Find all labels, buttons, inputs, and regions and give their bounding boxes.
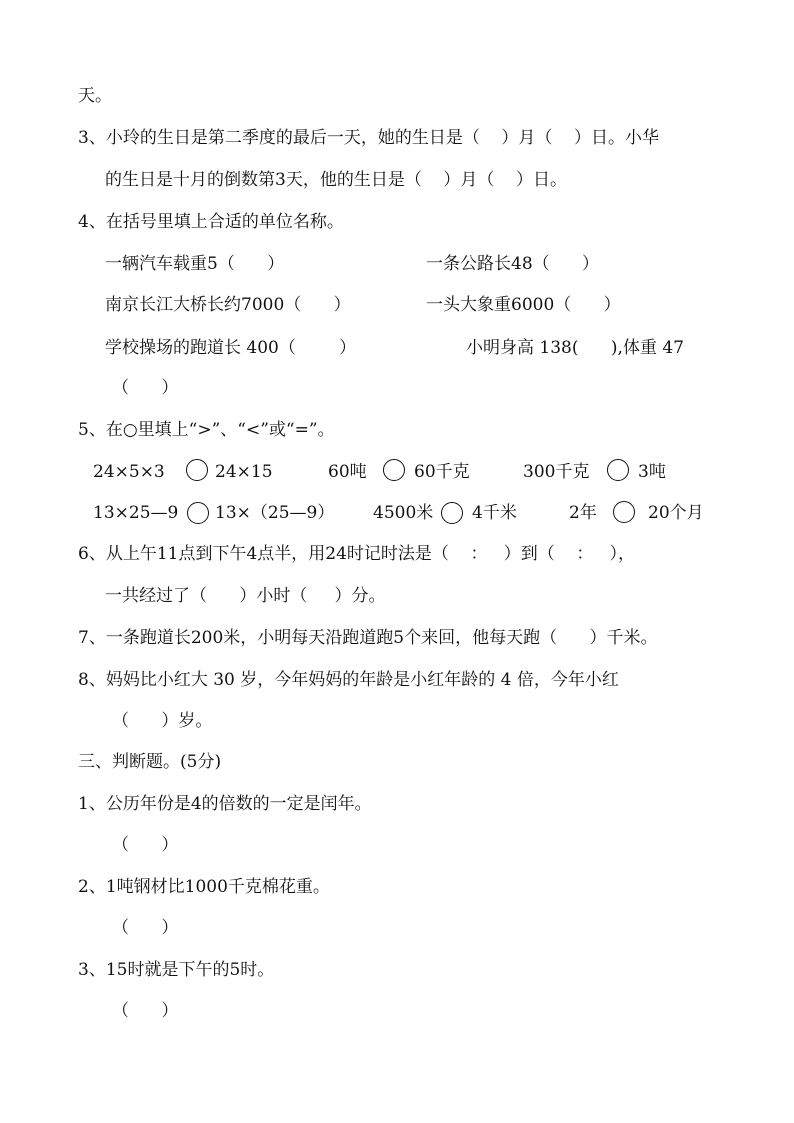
question-4-item: 小明身高 138( ),体重 47 (466, 338, 684, 358)
question-5-title: 5、在○里填上“>”、“<”或“=”。 (78, 420, 335, 440)
judge-answer-1: （ ） (112, 835, 179, 855)
compare-circle[interactable] (441, 502, 463, 524)
judge-question-2: 2、1吨钢材比1000千克棉花重。 (78, 877, 330, 897)
question-8-line-2: （ ）岁。 (112, 711, 213, 731)
question-6-line-2: 一共经过了（ ）小时（ ）分。 (105, 586, 386, 606)
compare-expression: 60吨 (328, 462, 367, 482)
judge-question-3: 3、15时就是下午的5时。 (78, 960, 275, 980)
compare-expression: 4500米 (373, 503, 434, 523)
question-4-item: 南京长江大桥长约7000（ ） (105, 295, 351, 315)
compare-expression: 13×（25—9） (215, 503, 335, 523)
compare-expression: 24×15 (215, 462, 273, 482)
question-4-title: 4、在括号里填上合适的单位名称。 (78, 212, 344, 232)
judge-question-1: 1、公历年份是4的倍数的一定是闰年。 (78, 794, 372, 814)
judge-answer-3: （ ） (112, 1001, 179, 1021)
question-4-item: 一辆汽车载重5（ ） (105, 254, 285, 274)
compare-expression: 24×5×3 (93, 462, 165, 482)
compare-circle[interactable] (613, 501, 635, 523)
question-6-line-1: 6、从上午11点到下午4点半，用24时记时法是（ ： ）到（ ： ）， (78, 544, 636, 564)
question-3-line-2: 的生日是十月的倒数第3天，他的生日是（ ）月（ ）日。 (105, 170, 568, 190)
compare-expression: 60千克 (414, 462, 470, 482)
question-4-item: 一条公路长48（ ） (426, 254, 600, 274)
compare-expression: 13×25—9 (93, 503, 179, 523)
compare-expression: 3吨 (638, 462, 666, 482)
question-4-item: （ ） (112, 378, 179, 398)
compare-expression: 300千克 (523, 462, 590, 482)
question-4-item: 学校操场的跑道长 400（ ） (105, 338, 357, 358)
question-3-line-1: 3、小玲的生日是第二季度的最后一天，她的生日是（ ）月（ ）日。小华 (78, 128, 660, 148)
section-3-title: 三、判断题。(5分) (78, 752, 222, 772)
compare-circle[interactable] (187, 502, 209, 524)
text-line: 天。 (78, 86, 112, 106)
compare-expression: 2年 (569, 503, 597, 523)
question-8-line-1: 8、妈妈比小红大 30 岁，今年妈妈的年龄是小红年龄的 4 倍，今年小红 (78, 670, 619, 690)
compare-circle[interactable] (383, 459, 405, 481)
question-4-item: 一头大象重6000（ ） (426, 295, 621, 315)
compare-expression: 20个月 (648, 503, 704, 523)
compare-expression: 4千米 (472, 503, 517, 523)
compare-circle[interactable] (607, 459, 629, 481)
judge-answer-2: （ ） (112, 918, 179, 938)
question-7: 7、一条跑道长200米，小明每天沿跑道跑5个来回，他每天跑（ ）千米。 (78, 628, 658, 648)
compare-circle[interactable] (186, 459, 208, 481)
